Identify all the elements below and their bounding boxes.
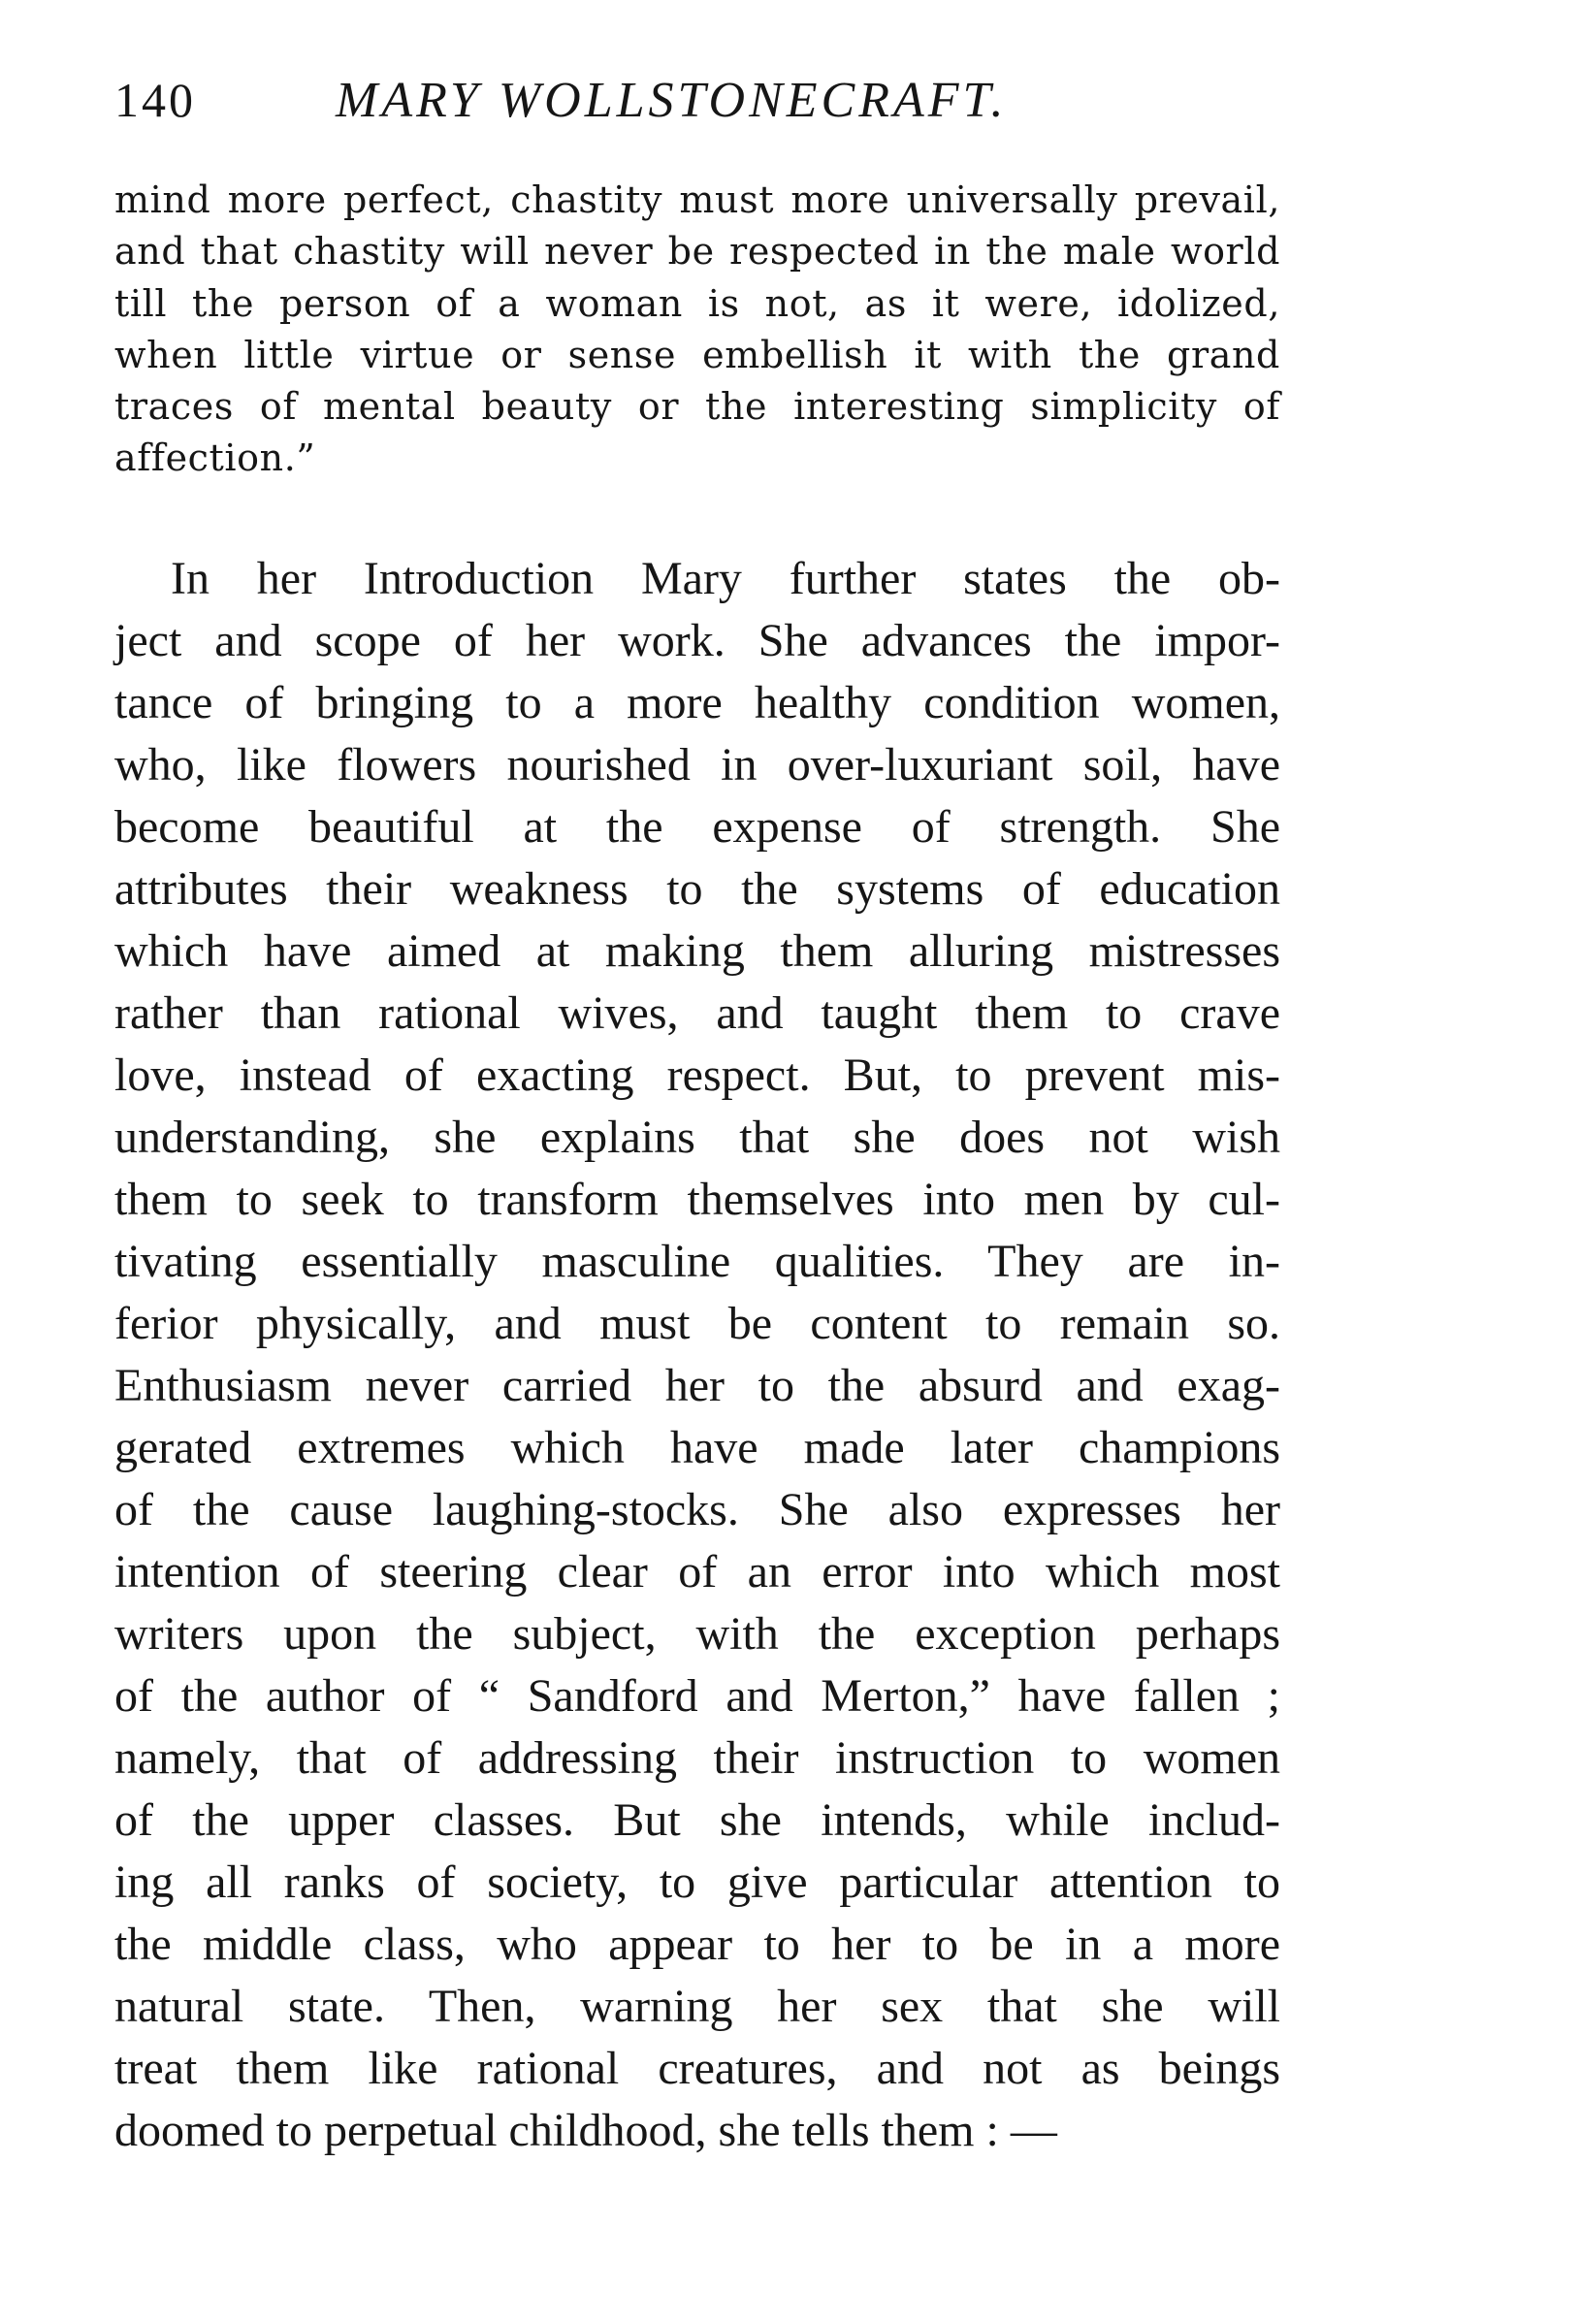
paragraph-line: ject and scope of her work. She advances the impor- xyxy=(114,615,1280,666)
paragraph-line: namely, that of addressing their instruction to women xyxy=(114,1732,1280,1784)
paragraph-line: rather than rational wives, and taught them to crave xyxy=(114,987,1280,1039)
paragraph-line: natural state. Then, warning her sex that she will xyxy=(114,1981,1280,2032)
paragraph-line: who, like flowers nourished in over-luxuriant soil, have xyxy=(114,739,1280,791)
paragraph-line: understanding, she explains that she does not wish xyxy=(114,1112,1280,1163)
paragraph-line: attributes their weakness to the systems of education xyxy=(114,863,1280,915)
paragraph-line: In her Introduction Mary further states the ob- xyxy=(171,553,1280,604)
quote-line: affection.” xyxy=(114,436,316,480)
running-title: MARY WOLLSTONECRAFT. xyxy=(336,73,1008,128)
quote-line: and that chastity will never be respected in the male world xyxy=(114,230,1280,274)
paragraph-line: become beautiful at the expense of strength. She xyxy=(114,801,1280,853)
paragraph-line: of the upper classes. But she intends, while includ- xyxy=(114,1794,1280,1846)
paragraph-line: of the cause laughing-stocks. She also expresses her xyxy=(114,1484,1280,1535)
body-paragraph xyxy=(114,548,1280,2162)
paragraph-line: tance of bringing to a more healthy condition women, xyxy=(114,677,1280,728)
paragraph-line: writers upon the subject, with the exception perhaps xyxy=(114,1608,1280,1660)
paragraph-line: intention of steering clear of an error into which most xyxy=(114,1546,1280,1598)
running-head xyxy=(114,58,1278,136)
quote-line: mind more perfect, chastity must more universally prevail, xyxy=(114,178,1280,221)
paragraph-line: gerated extremes which have made later champions xyxy=(114,1422,1280,1473)
paragraph-line: doomed to perpetual childhood, she tells them : — xyxy=(114,2105,1057,2156)
paragraph-line: love, instead of exacting respect. But, to prevent mis- xyxy=(114,1049,1280,1101)
paragraph-line: which have aimed at making them alluring mistresses xyxy=(114,925,1280,977)
quote-line: when little virtue or sense embellish it with the grand xyxy=(114,333,1280,376)
paragraph-line: Enthusiasm never carried her to the absurd and exag- xyxy=(114,1360,1280,1411)
paragraph-line: the middle class, who appear to her to be in a more xyxy=(114,1919,1280,1970)
paragraph-line: of the author of “ Sandford and Merton,” have fallen ; xyxy=(114,1670,1280,1722)
paragraph-line: them to seek to transform themselves into men by cul- xyxy=(114,1174,1280,1225)
paragraph-line: ferior physically, and must be content to remain so. xyxy=(114,1298,1280,1349)
page-number: 140 xyxy=(114,73,196,127)
quote-line: traces of mental beauty or the interesting simplicity of xyxy=(114,385,1280,429)
paragraph-line: treat them like rational creatures, and not as beings xyxy=(114,2043,1280,2094)
paragraph-line: ing all ranks of society, to give particular attention to xyxy=(114,1856,1280,1908)
quote-line: till the person of a woman is not, as it were, idolized, xyxy=(114,281,1280,325)
paragraph-line: tivating essentially masculine qualities. They are in- xyxy=(114,1236,1280,1287)
quotation-block xyxy=(114,175,1280,485)
